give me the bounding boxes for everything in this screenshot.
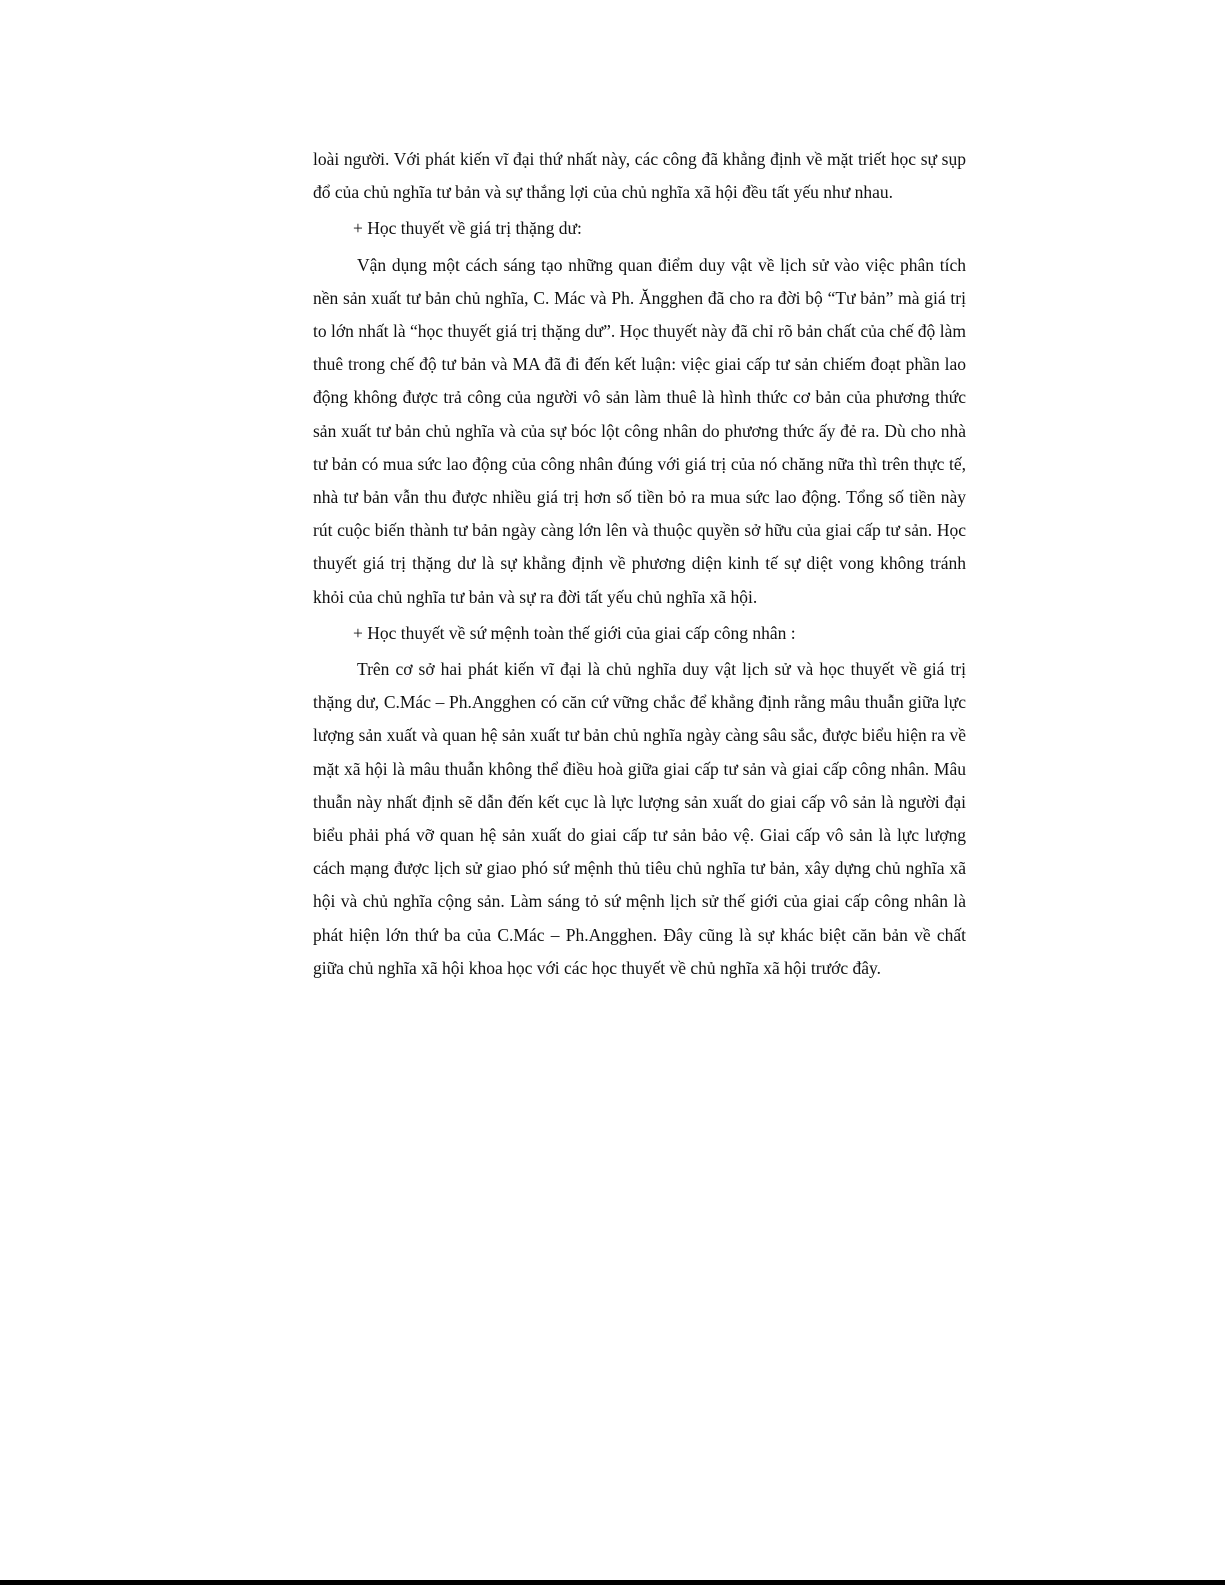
- paragraph-surplus-value: Vận dụng một cách sáng tạo những quan điểm duy vật về lịch sử vào việc phân tích nền sản xuất tư bản chủ nghĩa, C. Mác và Ph. Ăngghen đã cho ra đời bộ “Tư bản” mà giá trị to lớn nhất là “học thuyết giá trị thặng dư”. Học thuyết này đã chỉ rõ bản chất của chế độ làm thuê trong chế độ tư bản và MA đã đi đến kết luận: việc giai cấp tư sản chiếm đoạt phần lao động không được trả công của người vô sản làm thuê là hình thức cơ bản của phương thức sản xuất tư bản chủ nghĩa và của sự bóc lột công nhân do phương thức ấy đẻ ra. Dù cho nhà tư bản có mua sức lao động của công nhân đúng với giá trị của nó chăng nữa thì trên thực tế, nhà tư bản vẫn thu được nhiều giá trị hơn số tiền bỏ ra mua sức lao động. Tổng số tiền này rút cuộc biến thành tư bản ngày càng lớn lên và thuộc quyền sở hữu của giai cấp tư sản. Học thuyết giá trị thặng dư là sự khẳng định về phương diện kinh tế sự diệt vong không tránh khỏi của chủ nghĩa tư bản và sự ra đời tất yếu chủ nghĩa xã hội.: [313, 254, 966, 607]
- section-heading-surplus-value: + Học thuyết về giá trị thặng dư:: [353, 218, 582, 239]
- section-heading-historic-mission: + Học thuyết về sứ mệnh toàn thế giới của giai cấp công nhân :: [353, 622, 796, 643]
- paragraph-continuation: loài người. Với phát kiến vĩ đại thứ nhất này, các công đã khẳng định về mặt triết học sự sụp đổ của chủ nghĩa tư bản và sự thắng lợi của chủ nghĩa xã hội đều tất yếu như nhau.: [313, 149, 966, 203]
- page-bottom-border: [0, 1580, 1225, 1585]
- document-body: [313, 143, 966, 988]
- paragraph-historic-mission: Trên cơ sở hai phát kiến vĩ đại là chủ nghĩa duy vật lịch sử và học thuyết về giá trị thặng dư, C.Mác – Ph.Angghen có căn cứ vững chắc để khẳng định rằng mâu thuẫn giữa lực lượng sản xuất và quan hệ sản xuất tư bản chủ nghĩa ngày càng sâu sắc, được biểu hiện ra về mặt xã hội là mâu thuẫn không thể điều hoà giữa giai cấp tư sản và giai cấp công nhân. Mâu thuẫn này nhất định sẽ dẫn đến kết cục là lực lượng sản xuất do giai cấp vô sản là người đại biểu phải phá vỡ quan hệ sản xuất do giai cấp tư sản bảo vệ. Giai cấp vô sản là lực lượng cách mạng được lịch sử giao phó sứ mệnh thủ tiêu chủ nghĩa tư bản, xây dựng chủ nghĩa xã hội và chủ nghĩa cộng sản. Làm sáng tỏ sứ mệnh lịch sử thế giới của giai cấp công nhân là phát hiện lớn thứ ba của C.Mác – Ph.Angghen. Đây cũng là sự khác biệt căn bản về chất giữa chủ nghĩa xã hội khoa học với các học thuyết về chủ nghĩa xã hội trước đây.: [313, 659, 966, 978]
